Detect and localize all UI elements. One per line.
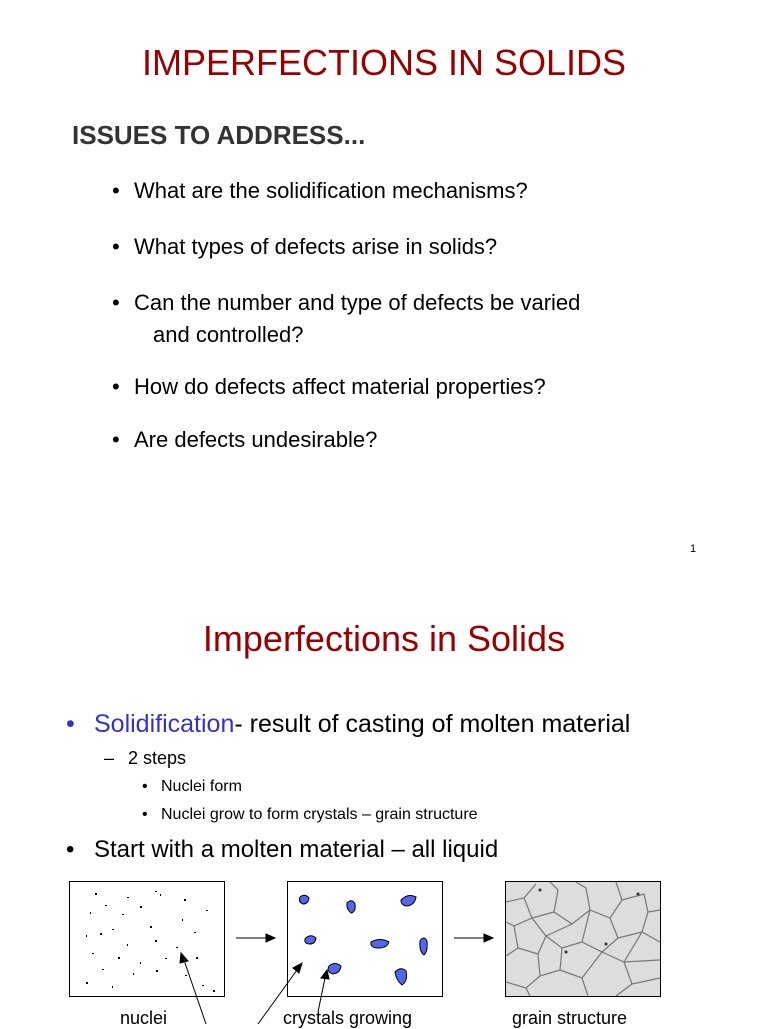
caption-crystals-growing: crystals growing (283, 1008, 413, 1028)
bullet-continuation: and controlled? (153, 322, 304, 347)
page-number: 1 (690, 543, 697, 555)
slide2-title: Imperfections in Solids (202, 618, 566, 659)
bullet-text: What types of defects arise in solids? (134, 234, 498, 259)
bullet-dot-icon: • (142, 806, 148, 823)
solidification-term: Solidification (94, 710, 235, 738)
nuclei-dots (86, 891, 215, 992)
issues-heading: ISSUES TO ADDRESS... (72, 120, 366, 150)
solidification-definition: - result of casting of molten material (234, 710, 631, 738)
crystal-shapes (299, 895, 427, 985)
bullet-text: What are the solidification mechanisms? (134, 178, 528, 203)
bullet-text: Are defects undesirable? (134, 427, 378, 452)
dash-text: 2 steps (128, 748, 187, 768)
sub-bullet-text: Nuclei grow to form crystals – grain structure (161, 806, 478, 823)
dash-icon: – (104, 748, 115, 768)
bullet-dot-icon: • (112, 427, 120, 452)
bullet-text: How do defects affect material properties? (134, 374, 546, 399)
bullet-dot-icon: • (142, 778, 148, 795)
caption-nuclei: nuclei (120, 1008, 168, 1028)
bullet-text: Can the number and type of defects be varied (134, 290, 581, 315)
bullet-dot-icon: • (112, 178, 120, 203)
bullet-dot-icon: • (112, 374, 120, 399)
bullet-dot-icon: • (66, 710, 75, 738)
molten-text: Start with a molten material – all liquid (94, 836, 499, 863)
bullet-dot-icon: • (112, 290, 120, 315)
caption-grain-structure: grain structure (512, 1008, 628, 1028)
process-arrows (236, 934, 493, 942)
bullet-dot-icon: • (112, 234, 120, 259)
slide1-title: IMPERFECTIONS IN SOLIDS (141, 42, 627, 83)
sub-bullet-text: Nuclei form (161, 778, 242, 795)
bullet-dot-icon: • (66, 836, 75, 863)
